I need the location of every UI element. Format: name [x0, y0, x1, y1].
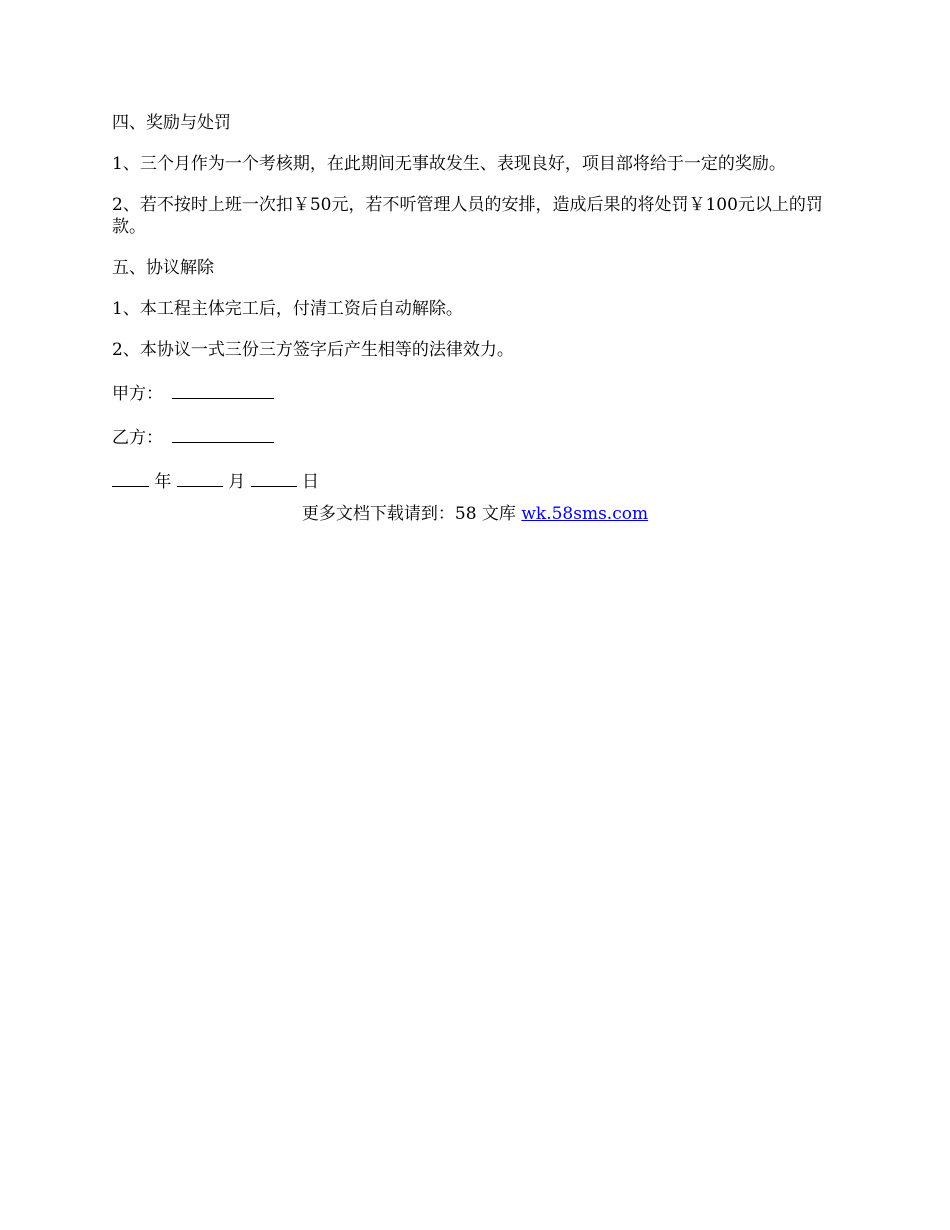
day-label: 日 — [302, 472, 320, 492]
party-b-blank — [172, 424, 274, 443]
party-a-blank — [172, 380, 274, 399]
month-blank — [177, 468, 223, 487]
party-a-signature-line — [112, 380, 847, 405]
section-heading-termination: 五、协议解除 — [112, 258, 214, 278]
termination-clause-2: 2、本协议一式三份三方签字后产生相等的法律效力。 — [112, 340, 514, 360]
rewards-clause-1: 1、三个月作为一个考核期，在此期间无事故发生、表现良好，项目部将给于一定的奖励。 — [112, 154, 786, 174]
document-body — [112, 112, 847, 512]
date-line — [112, 468, 847, 493]
footer-prefix: 更多文档下载请到：58 文库 — [301, 504, 522, 524]
rewards-clause-2: 2、若不按时上班一次扣￥50元，若不听管理人员的安排，造成后果的将处罚￥100元以上的罚款。 — [112, 195, 823, 237]
footer-link[interactable]: wk.58sms.com — [521, 504, 649, 524]
month-label: 月 — [228, 472, 246, 492]
year-blank — [112, 468, 149, 487]
footer-download-note — [0, 503, 950, 525]
party-a-label: 甲方： — [112, 384, 163, 404]
party-b-label: 乙方： — [112, 428, 163, 448]
day-blank — [251, 468, 297, 487]
year-label: 年 — [154, 472, 172, 492]
section-heading-rewards: 四、奖励与处罚 — [112, 113, 231, 133]
party-b-signature-line — [112, 424, 847, 449]
termination-clause-1: 1、本工程主体完工后，付清工资后自动解除。 — [112, 299, 463, 319]
